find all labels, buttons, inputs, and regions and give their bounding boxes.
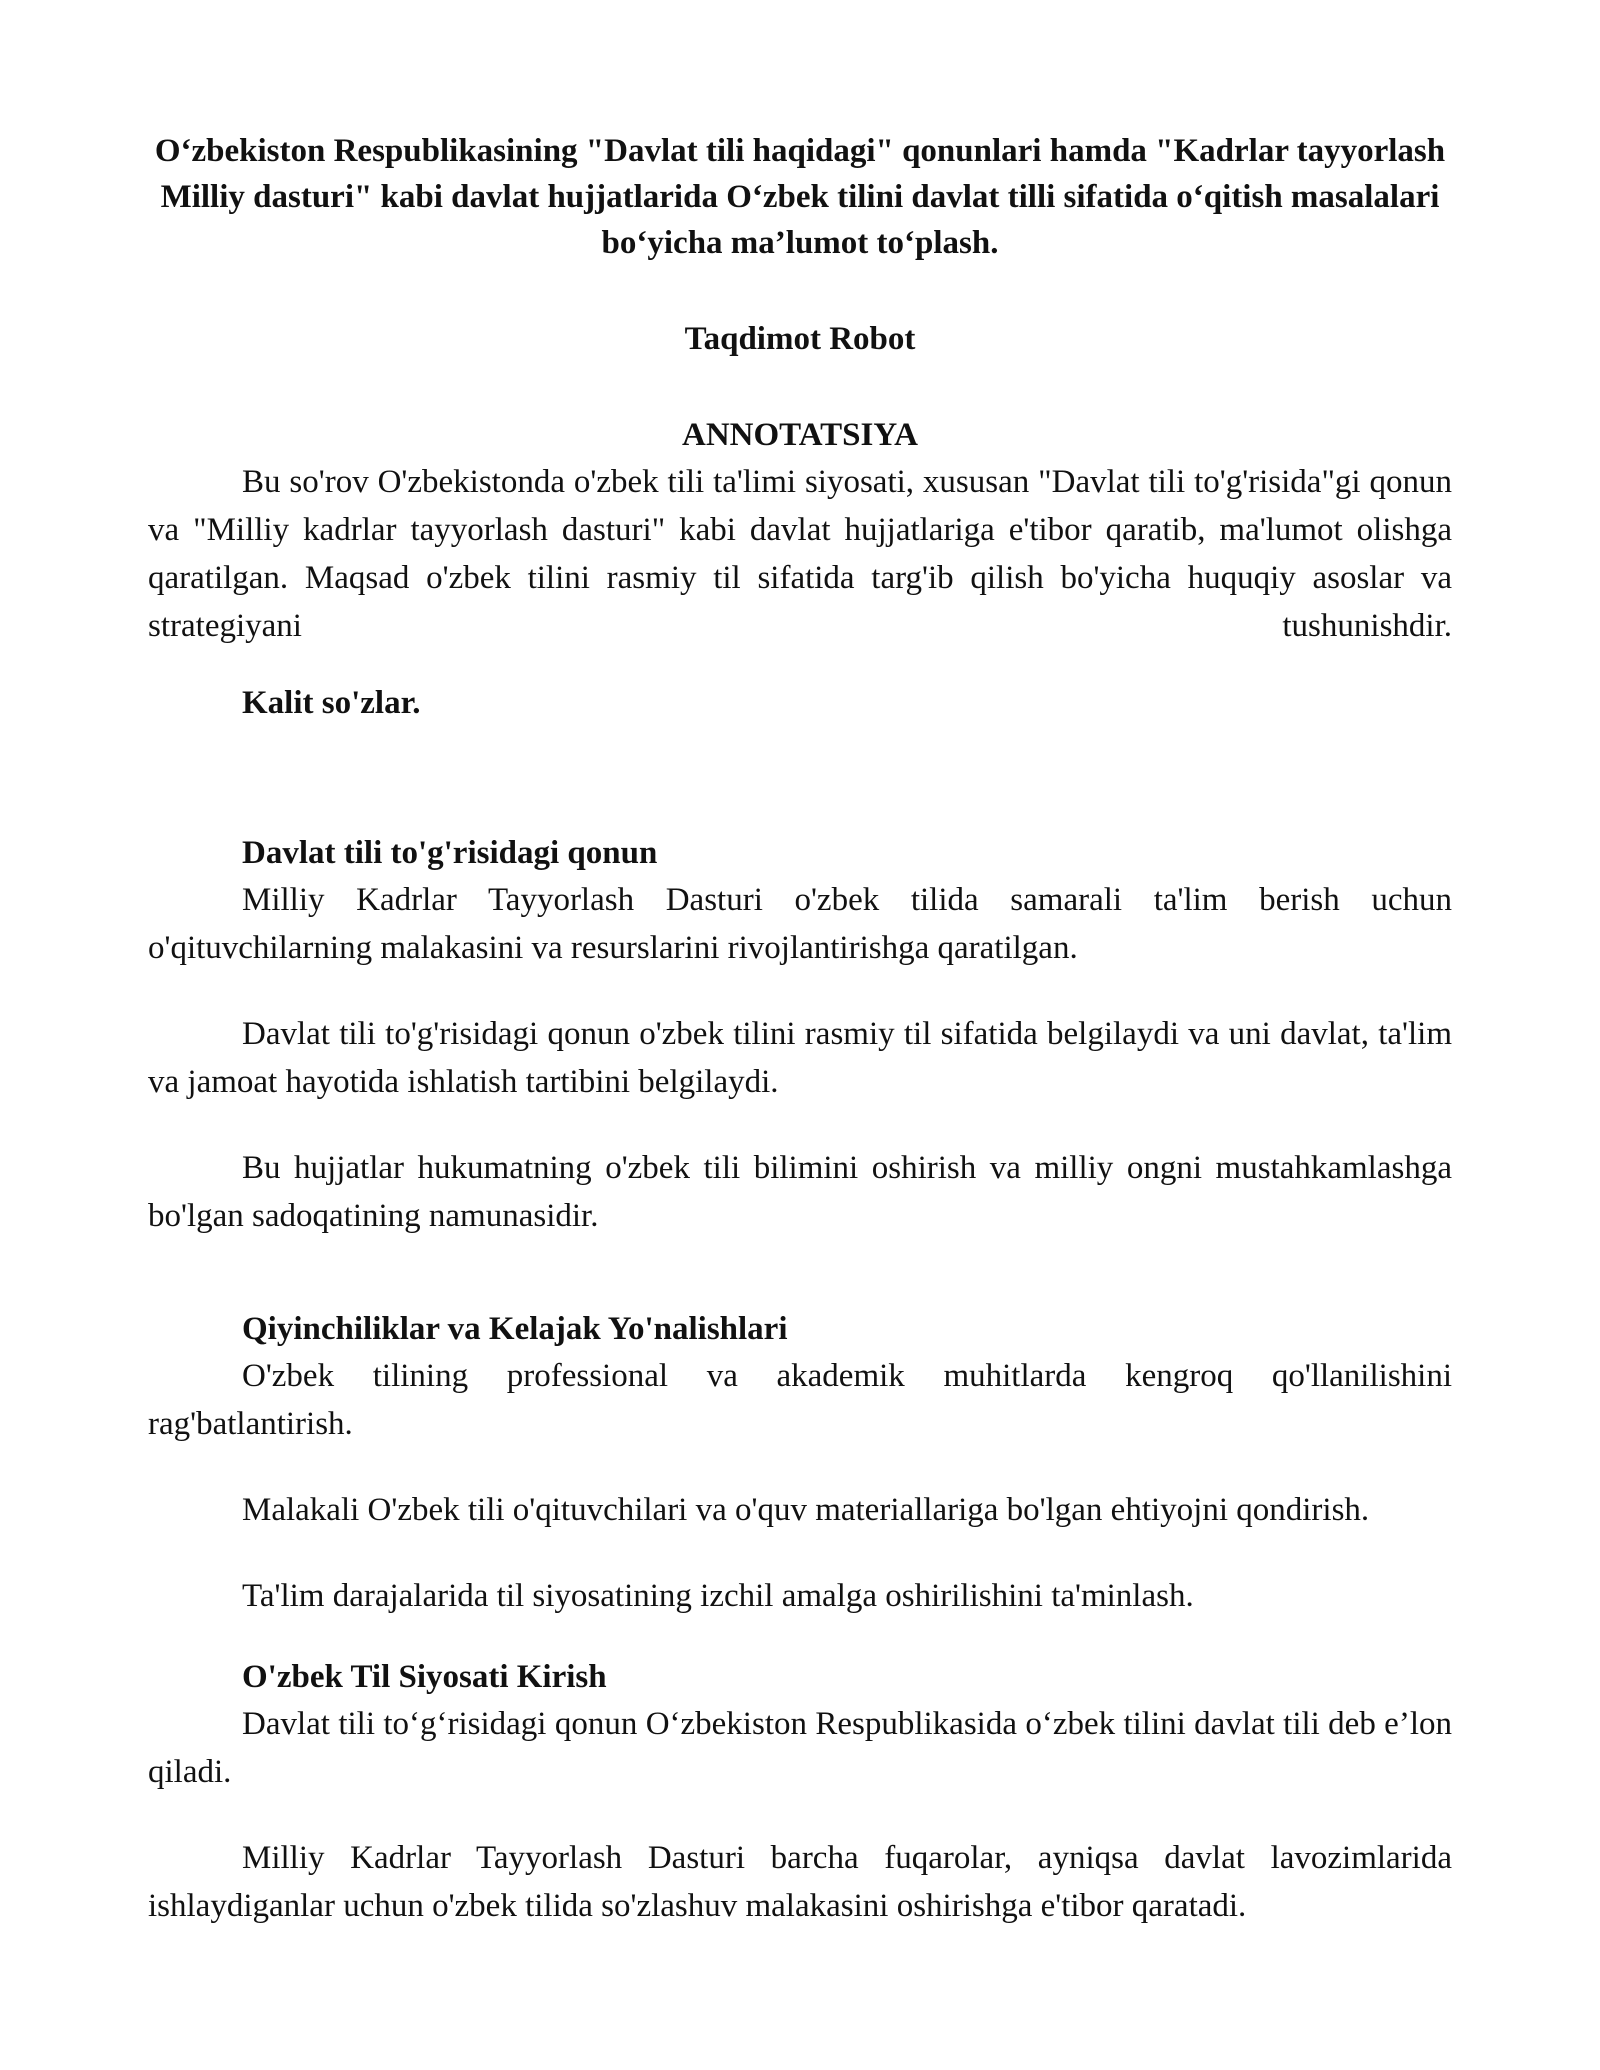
paragraph: Davlat tili to‘g‘risidagi qonun O‘zbekiston Respublikasida o‘zbek tilini davlat tili deb e’lon qiladi. <box>148 1706 1452 1790</box>
keywords-label: Kalit so'zlar. <box>242 685 421 721</box>
paragraph: Milliy Kadrlar Tayyorlash Dasturi barcha fuqarolar, ayniqsa davlat lavozimlarida ishlaydiganlar uchun o'zbek tilida so'zlashuv malakasini oshirishga e'tibor qaratadi. <box>148 1840 1452 1924</box>
paragraph: Ta'lim darajalarida til siyosatining izchil amalga oshirilishini ta'minlash. <box>242 1578 1194 1614</box>
section-state-language-law <box>148 830 1452 1240</box>
paragraph: Milliy Kadrlar Tayyorlash Dasturi o'zbek tilida samarali ta'lim berish uchun o'qituvchilarning malakasini va resurslarini rivojlantirishga qaratilgan. <box>148 882 1452 966</box>
section-heading: O'zbek Til Siyosati Kirish <box>242 1659 607 1695</box>
paragraph: O'zbek tilining professional va akademik muhitlarda kengroq qo'llanilishini rag'batlantirish. <box>148 1358 1452 1442</box>
document-title: O‘zbekiston Respublikasining "Davlat tili haqidagi" qonunlari hamda "Kadrlar tayyorlash Milliy dasturi" kabi davlat hujjatlarida O‘zbek tilini davlat tilli sifatida o‘qitish masalalari bo‘yicha ma’lumot to‘plash. <box>154 133 1446 261</box>
section-language-policy-intro <box>148 1654 1452 1930</box>
document-author: Taqdimot Robot <box>684 321 916 357</box>
paragraph: Malakali O'zbek tili o'qituvchilari va o'quv materiallariga bo'lgan ehtiyojni qondirish. <box>242 1492 1370 1528</box>
section-heading: Davlat tili to'g'risidagi qonun <box>242 835 658 871</box>
section-heading: Qiyinchiliklar va Kelajak Yo'nalishlari <box>242 1311 788 1347</box>
annotation-heading: ANNOTATSIYA <box>682 417 918 453</box>
paragraph: Bu hujjatlar hukumatning o'zbek tili bilimini oshirish va milliy ongni mustahkamlashga bo'lgan sadoqatining namunasidir. <box>148 1150 1452 1234</box>
document-page <box>148 128 1452 1930</box>
paragraph: Davlat tili to'g'risidagi qonun o'zbek tilini rasmiy til sifatida belgilaydi va uni davlat, ta'lim va jamoat hayotida ishlatish tartibini belgilaydi. <box>148 1016 1452 1100</box>
annotation-text: Bu so'rov O'zbekistonda o'zbek tili ta'limi siyosati, xususan "Davlat tili to'g'risida"gi qonun va "Milliy kadrlar tayyorlash dasturi" kabi davlat hujjatlariga e'tibor qaratib, ma'lumot olishga qaratilgan. Maqsad o'zbek tilini rasmiy til sifatida targ'ib qilish bo'yicha huquqiy asoslar va strategiyani tushunishdir. <box>148 464 1452 644</box>
section-challenges <box>148 1306 1452 1620</box>
